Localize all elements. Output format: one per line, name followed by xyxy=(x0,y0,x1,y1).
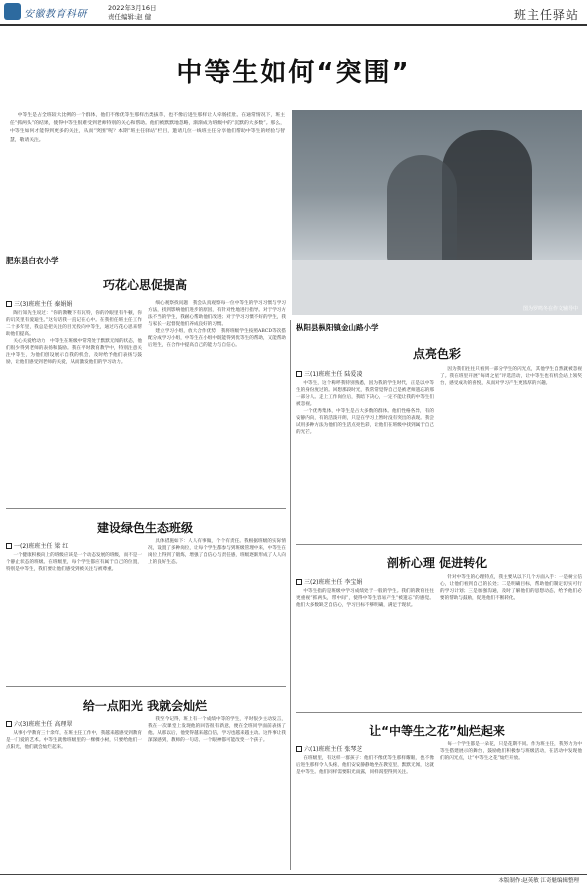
article-5-author xyxy=(296,577,362,586)
photo-figure-student xyxy=(387,155,457,265)
divider xyxy=(296,544,582,545)
paragraph: 在班级里，有这样一群孩子：他们不像优等生那样耀眼，也不像后进生那样令人头疼，他们安安静静地坐在教室里，默默无闻，这就是中等生。他们同样需要阳光雨露，同样渴望得到关注。 xyxy=(296,756,434,775)
paragraph: 建立学习小组，放大合作优势 我将班级学生按照ABCD等次搭配分成学习小组，中等生在小组中既能得到优等生的帮助，又能帮助后进生，在合作中提高自己的能力与自信心。 xyxy=(148,329,286,348)
divider xyxy=(6,686,286,687)
author-marker xyxy=(296,371,302,377)
article-1-title: 巧花心思促提高 xyxy=(102,278,187,292)
responsible-editor: 责任编辑:赵 健 xyxy=(108,13,152,21)
paragraph: 针对中等生的心理特点，我主要从以下几个方面入手：一是树立信心，让他们看到自己的长处；二是明确目标，帮助他们制定切实可行的学习计划；三是加强沟通，及时了解他们的思想动态，给予他们必要的帮助与鼓励，促进他们不断转化。 xyxy=(440,575,582,601)
article-4-body-col2 xyxy=(440,366,582,540)
article-6-author xyxy=(296,744,362,753)
divider xyxy=(6,508,286,509)
footer-credit: 本版制作:赵英敏 江奇魁编辑整理 xyxy=(498,878,579,884)
article-5-body-col2 xyxy=(440,574,582,708)
author-marker xyxy=(296,579,302,585)
photo-caption: 图为罗鸣冬在作文辅导中 xyxy=(522,306,578,312)
article-1-body-col1 xyxy=(6,310,142,505)
issue-date: 2022年3月16日 xyxy=(108,4,157,12)
article-5-body-col1 xyxy=(296,588,434,708)
author-marker xyxy=(296,746,302,752)
article-6-body-col2 xyxy=(440,741,582,870)
header-rule xyxy=(0,24,587,26)
newspaper-logo xyxy=(4,3,21,20)
article-6-title: 让“中等生之花”灿烂起来 xyxy=(369,724,505,738)
author-marker xyxy=(6,301,12,307)
paragraph: 一个健康积极向上的班级应该是一个动态发展的班级，而不是一个静止状态的班级。在班级里，每个学生都应有属于自己的位置，特别是中等生，我们要让他们感受到被关注与被尊重。 xyxy=(6,553,142,572)
author-marker xyxy=(6,721,12,727)
main-title: 中等生如何“突围” xyxy=(176,58,411,88)
divider xyxy=(296,712,582,713)
article-4-title: 点亮色彩 xyxy=(412,347,461,361)
author-name: 三(1)班班主任 陆爱凌 xyxy=(304,371,363,378)
article-6-body-col1 xyxy=(296,755,434,870)
author-name: 六(3)班班主任 高理翠 xyxy=(14,721,73,728)
intro-text: 中等生是占全班较大比例的一个群体，他们不像优等生那样出类拔萃，也不像后进生那样让人牵肠挂肚。在通常情况下，班主任“抓两头”的结果，使得中等生很难受到老师特别的关心和帮助。他们被默默地忽略，渐渐成为班级中的“沉默的大多数”。那么，中等生如何才能得到更多的关注，从而“突围”呢？本期“班主任驿站”栏目，邀请几位一线班主任分享他们帮助中等生的经验与智慧，敬请关注。 xyxy=(10,113,285,143)
paragraph: 中等生指的是班级中学习成绩处于一般的学生。我们的教育往往更重视“抓两头，带中间”，使得中等生容易产生“被遗忘”的感觉。他们大多数缺乏自信心，学习目标不够明确，满足于现状。 xyxy=(296,589,434,608)
article-4-author xyxy=(296,369,362,378)
paragraph: 细心观察找问题 我会认真观察每一位中等生的学习习惯与学习方法，找到影响他们进步的原因，有针对性地进行指导。对于学习方法不当的学生，我耐心帮助他们改进；对于学习习惯不好的学生，我与家长一起督促他们养成良好的习惯。 xyxy=(148,301,286,327)
article-3-body-col1 xyxy=(6,730,142,878)
paragraph: 具体措施如下：人人有事做，个个有责任。我根据班级的实际情况，设置了多种岗位，让每个学生都参与到班级管理中来，中等生在岗位上得到了锻炼，增强了自信心与责任感，班级逐渐形成了人人向上的良好生态。 xyxy=(148,539,286,565)
paragraph: 中等生，这个称呼我特别熟悉，因为我的学生时代，正是以中等生的身份度过的。回想那段时光，我常常觉得自己是被老师遗忘的那一部分人。走上工作岗位后，我暗下决心，一定不能让我的中等生们被忽视。 xyxy=(296,381,434,407)
paragraph: 每一个学生都是一朵花，只是花期不同。作为班主任，我努力为中等生搭建展示的舞台，鼓励他们积极参与班级活动，在活动中发现他们的闪光点，让“中等生之花”灿烂开放。 xyxy=(440,742,582,761)
article-1-author xyxy=(6,299,72,308)
author-name: 三(2)班班主任 李宝娟 xyxy=(304,579,363,586)
column-divider xyxy=(290,320,291,870)
paragraph: 关心关爱给动力 中等生在班级中常常处于默默无闻的状态，他们很少得到老师的表扬和鼓励。我在平时教育教学中，特别注意关注中等生，为他们创设展示自我的机会，及时给予他们表扬与鼓励，让他们感受到老师的关爱，从而激发他们的学习动力。 xyxy=(6,339,142,365)
article-3-title: 给一点阳光 我就会灿烂 xyxy=(82,699,208,713)
paragraph: 一个优秀集体，中等生是占大多数的群体。他们性格各异，有的安静内向，有的活泼开朗，只是在学习上暂时没有突出的表现。我尝试用多种方法为他们的生活点亮色彩，让他们在班级中找到属于自己的光芒。 xyxy=(296,409,434,435)
column-name: 班主任驿站 xyxy=(513,8,579,22)
author-name: 六(1)班班主任 张琴芝 xyxy=(304,746,363,753)
author-name: 三(3)班班主任 秦娟娟 xyxy=(14,301,73,308)
footer-rule xyxy=(0,874,587,875)
article-1-body-col2 xyxy=(148,300,286,505)
article-3-author xyxy=(6,719,72,728)
article-2-title: 建设绿色生态班级 xyxy=(96,521,193,535)
article-2-body-col2 xyxy=(148,538,286,682)
paragraph: 我至今记得，班上有一个成绩中等的学生，平时很少主动发言，我在一次课堂上发现他的回答很有新意，便在全班同学面前表扬了他。从那以后，他变得越来越自信，学习也越来越主动。这件事让我深深感到，教师的一句话、一个眼神都可能改变一个孩子。 xyxy=(148,717,286,743)
newspaper-logo-text: 安徽教育科研 xyxy=(24,9,87,20)
article-4-body-col1 xyxy=(296,380,434,540)
author-name: 一(2)班班主任 梁 红 xyxy=(14,543,69,550)
article-5-title: 剖析心理 促进转化 xyxy=(386,556,488,570)
article-2-body-col1 xyxy=(6,552,142,682)
paragraph: 陶行知先生说过：“你的教鞭下有瓦特，你的冷眼里有牛顿，你的讥笑里有爱迪生。”这句话我一直记在心中。在我担任班主任工作二十多年里，我总是把关注的目光投向中等生，通过巧花心思来帮助他们提高。 xyxy=(6,311,142,337)
article-3-body-col2 xyxy=(148,716,286,878)
feature-photo xyxy=(292,110,582,315)
paragraph: 从事小学教育三十余年，在班主任工作中，我越来越感受到教育是一门爱的艺术。中等生就像班级里的一棵棵小树，只要给他们一点阳光，他们就会灿烂起来。 xyxy=(6,731,142,750)
author-marker xyxy=(6,543,12,549)
paragraph: 因为我们往往只看到一部分学生的闪光点，其他学生自然就被忽视了。我在班里开展“每周之星”评选活动，让中等生也有机会站上领奖台，感受成功的喜悦，从而对学习产生更浓厚的兴趣。 xyxy=(440,367,582,386)
article-1-school: 肥东县白衣小学 xyxy=(6,256,59,265)
article-2-author xyxy=(6,541,68,550)
article-4-school: 枞阳县枞阳镇金山路小学 xyxy=(296,323,379,332)
page-header xyxy=(0,0,587,28)
